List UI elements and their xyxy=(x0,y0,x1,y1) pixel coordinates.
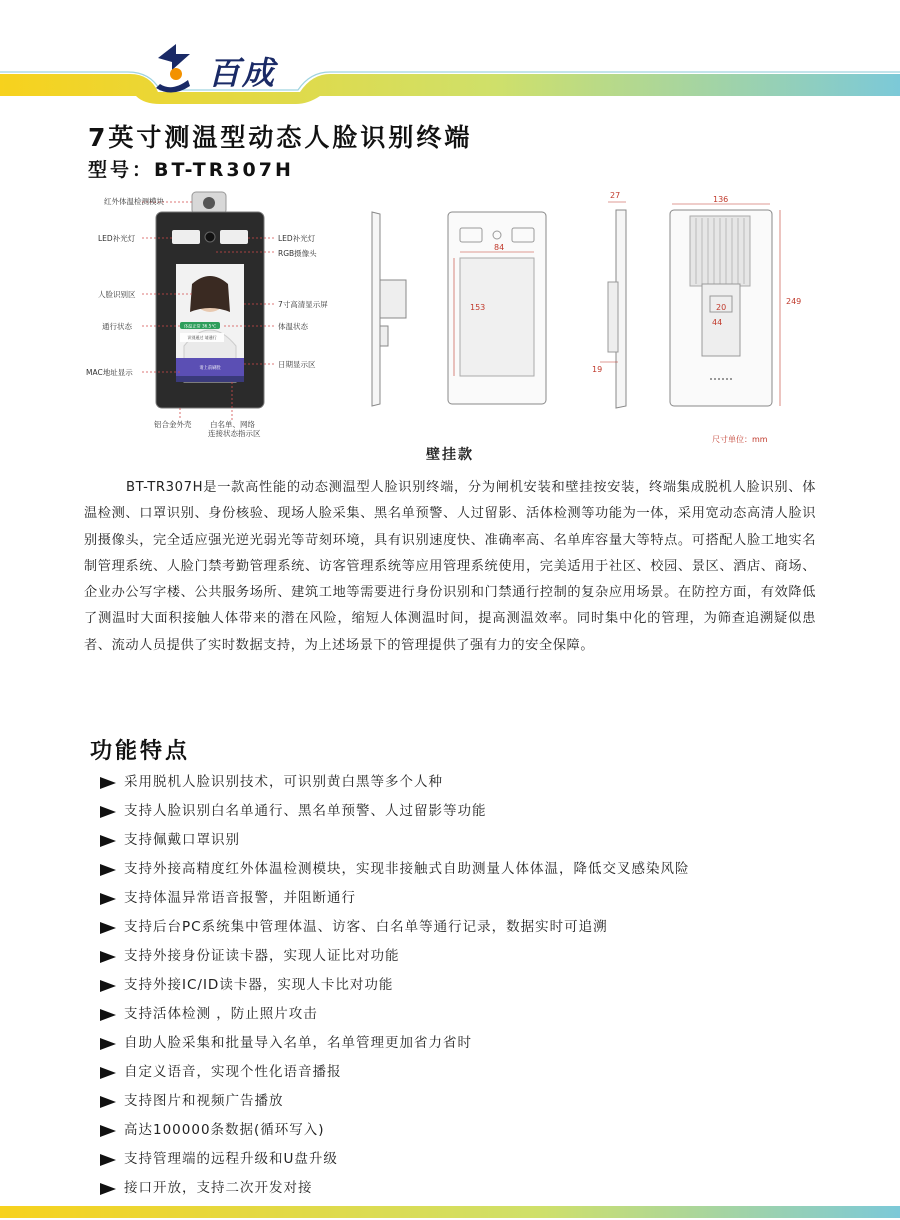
brand-name: 百成 xyxy=(208,54,277,92)
arrow-bullet-icon xyxy=(100,1067,116,1079)
label-date: 日期显示区 xyxy=(278,360,316,369)
header-band xyxy=(0,0,900,110)
feature-item xyxy=(100,1116,690,1145)
feature-item xyxy=(100,826,690,855)
feature-item xyxy=(100,884,690,913)
arrow-bullet-icon xyxy=(100,806,116,818)
arrow-bullet-icon xyxy=(100,1096,116,1108)
feature-item xyxy=(100,971,690,1000)
product-title: 7英寸测温型动态人脸识别终端 xyxy=(88,123,473,152)
screen-verify: 识别通过 请通行 xyxy=(187,335,217,340)
dim-depth-top: 27 xyxy=(610,191,621,200)
screen-bottom: 请上前刷脸 xyxy=(199,366,221,371)
arrow-bullet-icon xyxy=(100,1038,116,1050)
feature-text: 支持外接身份证读卡器，实现人证比对功能 xyxy=(124,948,400,964)
feature-text: 支持活体检测 ，防止照片攻击 xyxy=(124,1006,318,1022)
feature-item xyxy=(100,768,690,797)
feature-item xyxy=(100,1174,690,1203)
side-view-left xyxy=(372,212,406,406)
feature-text: 支持佩戴口罩识别 xyxy=(124,832,240,848)
label-whitelist-2: 连接状态指示区 xyxy=(208,429,261,438)
arrow-bullet-icon xyxy=(100,1009,116,1021)
features-heading: 功能特点 xyxy=(90,739,191,764)
arrow-bullet-icon xyxy=(100,922,116,934)
front-view xyxy=(156,192,264,408)
label-led-left: LED补光灯 xyxy=(98,234,136,243)
arrow-bullet-icon xyxy=(100,835,116,847)
label-screen: 7寸高清显示屏 xyxy=(278,300,328,309)
dim-bracket-depth: 19 xyxy=(592,365,603,374)
feature-text: 高达100000条数据(循环写入) xyxy=(124,1122,325,1138)
arrow-bullet-icon xyxy=(100,893,116,905)
side-view-right xyxy=(600,202,626,408)
label-mac: MAC地址显示 xyxy=(86,368,133,377)
label-led-right: LED补光灯 xyxy=(278,234,316,243)
dim-width-top: 136 xyxy=(713,195,729,204)
dim-screen-width: 84 xyxy=(494,243,505,252)
dim-hole-a: 20 xyxy=(716,303,727,312)
label-face-area: 人脸识别区 xyxy=(98,290,136,299)
feature-text: 自定义语音，实现个性化语音播报 xyxy=(124,1064,342,1080)
feature-text: 支持外接高精度红外体温检测模块，实现非接触式自助测量人体体温，降低交叉感染风险 xyxy=(124,861,690,877)
feature-text: 支持外接IC/ID读卡器，实现人卡比对功能 xyxy=(124,977,394,993)
dim-hole-b: 44 xyxy=(712,318,723,327)
arrow-bullet-icon xyxy=(100,980,116,992)
label-whitelist-1: 白名单、网络 xyxy=(210,420,255,429)
feature-item xyxy=(100,797,690,826)
feature-text: 采用脱机人脸识别技术，可识别黄白黑等多个人种 xyxy=(124,774,443,790)
feature-item xyxy=(100,1145,690,1174)
footer-band xyxy=(0,1202,900,1220)
feature-text: 支持后台PC系统集中管理体温、访客、白名单等通行记录，数据实时可追溯 xyxy=(124,919,608,935)
arrow-bullet-icon xyxy=(100,777,116,789)
dim-screen-height: 153 xyxy=(470,303,486,312)
arrow-bullet-icon xyxy=(100,951,116,963)
diagram-caption: 壁挂款 xyxy=(426,447,474,463)
feature-item xyxy=(100,1000,690,1029)
features-list xyxy=(100,768,690,1203)
arrow-bullet-icon xyxy=(100,1154,116,1166)
feature-text: 自助人脸采集和批量导入名单，名单管理更加省力省时 xyxy=(124,1035,472,1051)
feature-text: 支持管理端的远程升级和U盘升级 xyxy=(124,1151,338,1167)
feature-item xyxy=(100,913,690,942)
label-rgb-camera: RGB摄像头 xyxy=(278,249,317,258)
brand-logo-icon xyxy=(156,44,190,93)
product-diagram xyxy=(80,186,820,466)
feature-item xyxy=(100,942,690,971)
screen-badge: 体温正常 36.5℃ xyxy=(183,323,217,329)
feature-text: 支持人脸识别白名单通行、黑名单预警、人过留影等功能 xyxy=(124,803,487,819)
arrow-bullet-icon xyxy=(100,864,116,876)
dim-height: 249 xyxy=(786,297,802,306)
feature-text: 接口开放，支持二次开发对接 xyxy=(124,1180,313,1196)
intro-paragraph: BT-TR307H是一款高性能的动态测温型人脸识别终端，分为闸机安装和壁挂按安装，终端集成脱机人脸识别、体温检测、口罩识别、身份核验、现场人脸采集、黑名单预警、人过留影、活体检测等功能为一体，采用宽动态高清人脸识别摄像头，完全适应强光逆光弱光等苛刻环境，具有识别速度快、准确率高、名单库容量大等特点。可搭配人脸工地实名制管理系统、人脸门禁考勤管理系统、访客管理系统等应用管理系统使用，完美适用于社区、校园、景区、酒店、商场、企业办公写字楼、公共服务场所、建筑工地等需要进行身份识别和门禁通行控制的复杂应用场景。在防控方面，有效降低了测温时大面积接触人体带来的潜在风险，缩短人体测温时间，提高测温效率。同时集中化的管理，为筛查追溯疑似患者、流动人员提供了实时数据支持，为上述场景下的管理提供了强有力的安全保障。 xyxy=(84,480,816,653)
arrow-bullet-icon xyxy=(100,1183,116,1195)
feature-text: 支持图片和视频广告播放 xyxy=(124,1093,284,1109)
dim-unit-note: 尺寸单位：mm xyxy=(712,435,768,444)
label-temp-status: 体温状态 xyxy=(278,322,308,331)
label-shell: 铝合金外壳 xyxy=(154,420,192,429)
product-model: 型号：BT-TR307H xyxy=(88,159,294,181)
feature-item xyxy=(100,1029,690,1058)
front-outline xyxy=(448,212,546,404)
feature-item xyxy=(100,1087,690,1116)
arrow-bullet-icon xyxy=(100,1125,116,1137)
label-pass-status: 通行状态 xyxy=(102,322,132,331)
feature-item xyxy=(100,855,690,884)
feature-item xyxy=(100,1058,690,1087)
feature-text: 支持体温异常语音报警，并阻断通行 xyxy=(124,890,356,906)
label-ir-module: 红外体温检测模块 xyxy=(104,197,164,206)
